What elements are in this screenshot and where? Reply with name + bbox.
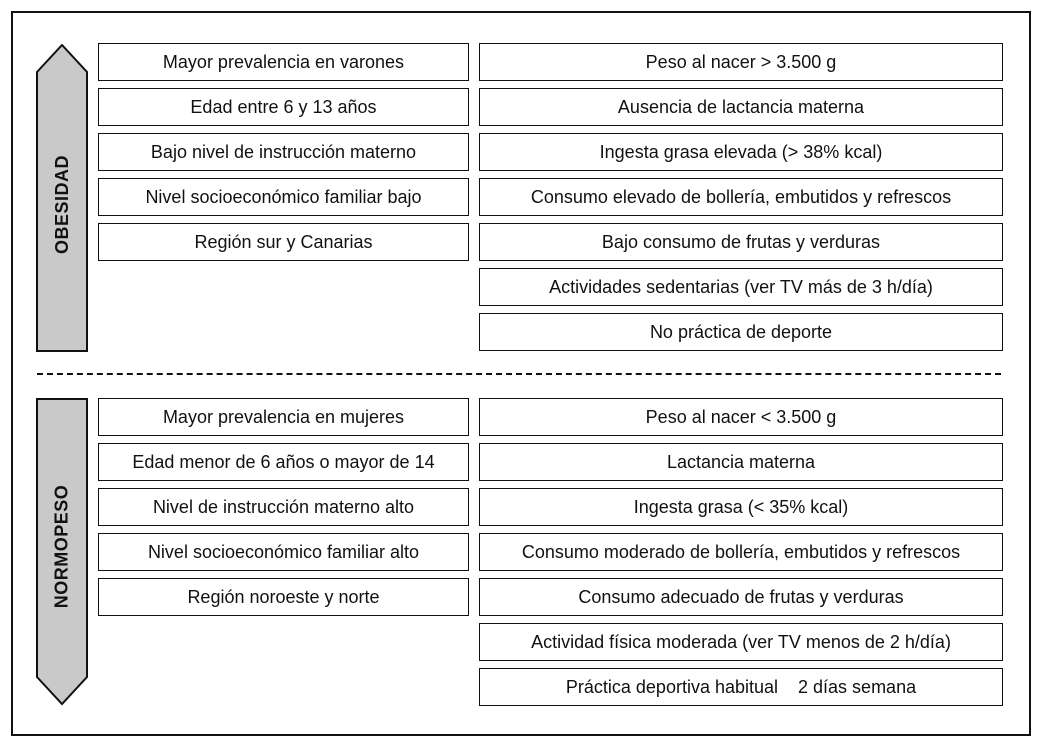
obesidad-right-item: No práctica de deporte [479,313,1003,351]
obesidad-left-item: Región sur y Canarias [98,223,469,261]
normopeso-right-item: Peso al nacer < 3.500 g [479,398,1003,436]
obesidad-right-item: Ausencia de lactancia materna [479,88,1003,126]
dashed-divider [37,373,1001,375]
obesidad-left-item: Bajo nivel de instrucción materno [98,133,469,171]
obesidad-arrow [36,44,88,352]
normopeso-label: NORMOPESO [51,484,72,608]
normopeso-right-item: Actividad física moderada (ver TV menos de 2 h/día) [479,623,1003,661]
normopeso-right-item: Consumo moderado de bollería, embutidos y refrescos [479,533,1003,571]
obesidad-left-item: Mayor prevalencia en varones [98,43,469,81]
obesidad-right-item: Ingesta grasa elevada (> 38% kcal) [479,133,1003,171]
obesidad-right-item: Peso al nacer > 3.500 g [479,43,1003,81]
obesidad-label: OBESIDAD [51,154,72,254]
normopeso-right-item: Lactancia materna [479,443,1003,481]
obesidad-left-item: Edad entre 6 y 13 años [98,88,469,126]
normopeso-arrow [36,398,88,706]
normopeso-left-item: Región noroeste y norte [98,578,469,616]
normopeso-right-item: Consumo adecuado de frutas y verduras [479,578,1003,616]
normopeso-left-item: Mayor prevalencia en mujeres [98,398,469,436]
normopeso-left-item: Nivel socioeconómico familiar alto [98,533,469,571]
obesidad-left-item: Nivel socioeconómico familiar bajo [98,178,469,216]
normopeso-left-item: Edad menor de 6 años o mayor de 14 [98,443,469,481]
obesidad-right-item: Bajo consumo de frutas y verduras [479,223,1003,261]
obesidad-right-item: Actividades sedentarias (ver TV más de 3 h/día) [479,268,1003,306]
obesidad-right-item: Consumo elevado de bollería, embutidos y refrescos [479,178,1003,216]
normopeso-right-item: Práctica deportiva habitual 2 días semana [479,668,1003,706]
normopeso-right-item: Ingesta grasa (< 35% kcal) [479,488,1003,526]
normopeso-left-item: Nivel de instrucción materno alto [98,488,469,526]
